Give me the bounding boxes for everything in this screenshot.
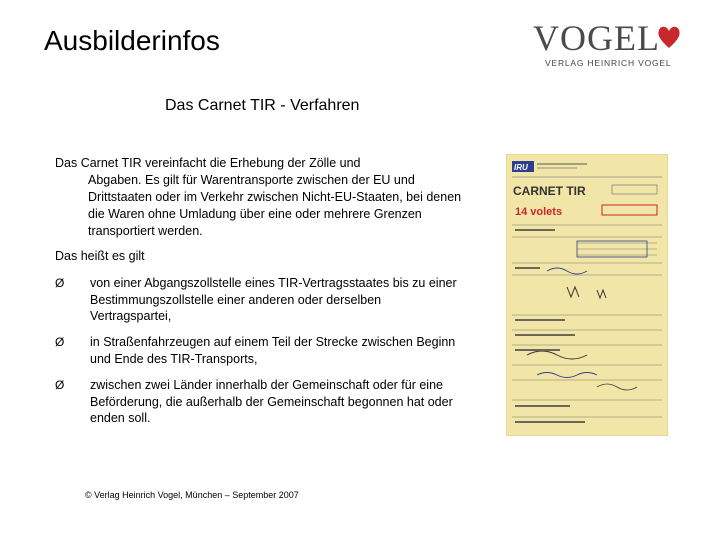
arrow-bullet-icon: Ø [55, 276, 65, 290]
carnet-heading: CARNET TIR [513, 184, 586, 198]
bullet-list [55, 275, 465, 437]
volets-label: 14 volets [515, 206, 563, 218]
carnet-tir-document-image [507, 155, 667, 435]
copyright-footer: © Verlag Heinrich Vogel, München – September 2007 [85, 490, 299, 500]
arrow-bullet-icon: Ø [55, 378, 65, 393]
intro-first-line: Das Carnet TIR vereinfacht die Erhebung der Zölle und [55, 156, 361, 170]
list-item [55, 334, 465, 367]
iru-logo: IRU [514, 163, 528, 172]
carnet-document-drawing [507, 155, 667, 435]
page-title: Ausbilderinfos [44, 25, 220, 56]
logo-subtitle: VERLAG HEINRICH VOGEL [545, 58, 672, 68]
bullet-text: in Straßenfahrzeugen auf einem Teil der Strecke zwischen Beginn und Ende des TIR-Transports, [90, 335, 456, 366]
arrow-bullet-icon: Ø [55, 335, 65, 350]
intro-paragraph [55, 155, 465, 240]
list-item [55, 377, 465, 427]
bullet-text: von einer Abgangszollstelle eines TIR-Vertragsstaates bis zu einer Bestimmungszollstelle einer anderen oder derselben Vertragspartei, [90, 276, 457, 324]
list-item [55, 275, 465, 325]
intro-continuation: Abgaben. Es gilt für Warentransporte zwischen der EU und Drittstaaten oder im Verkehr zwischen Nicht-EU-Staaten, bei denen die Waren ohne Umladung über eine oder mehrere Grenzen transportiert werden. [88, 173, 462, 238]
vogel-logo [533, 20, 683, 70]
bullet-text: zwischen zwei Länder innerhalb der Gemeinschaft oder für eine Beförderung, die außerhalb der Gemeinschaft begonnen hat oder enden soll. [90, 378, 453, 426]
lead-text: Das heißt es gilt [55, 249, 145, 263]
heart-icon [656, 24, 682, 50]
slide-subtitle: Das Carnet TIR - Verfahren [165, 97, 360, 114]
logo-wordmark: VOGEL [533, 18, 660, 58]
